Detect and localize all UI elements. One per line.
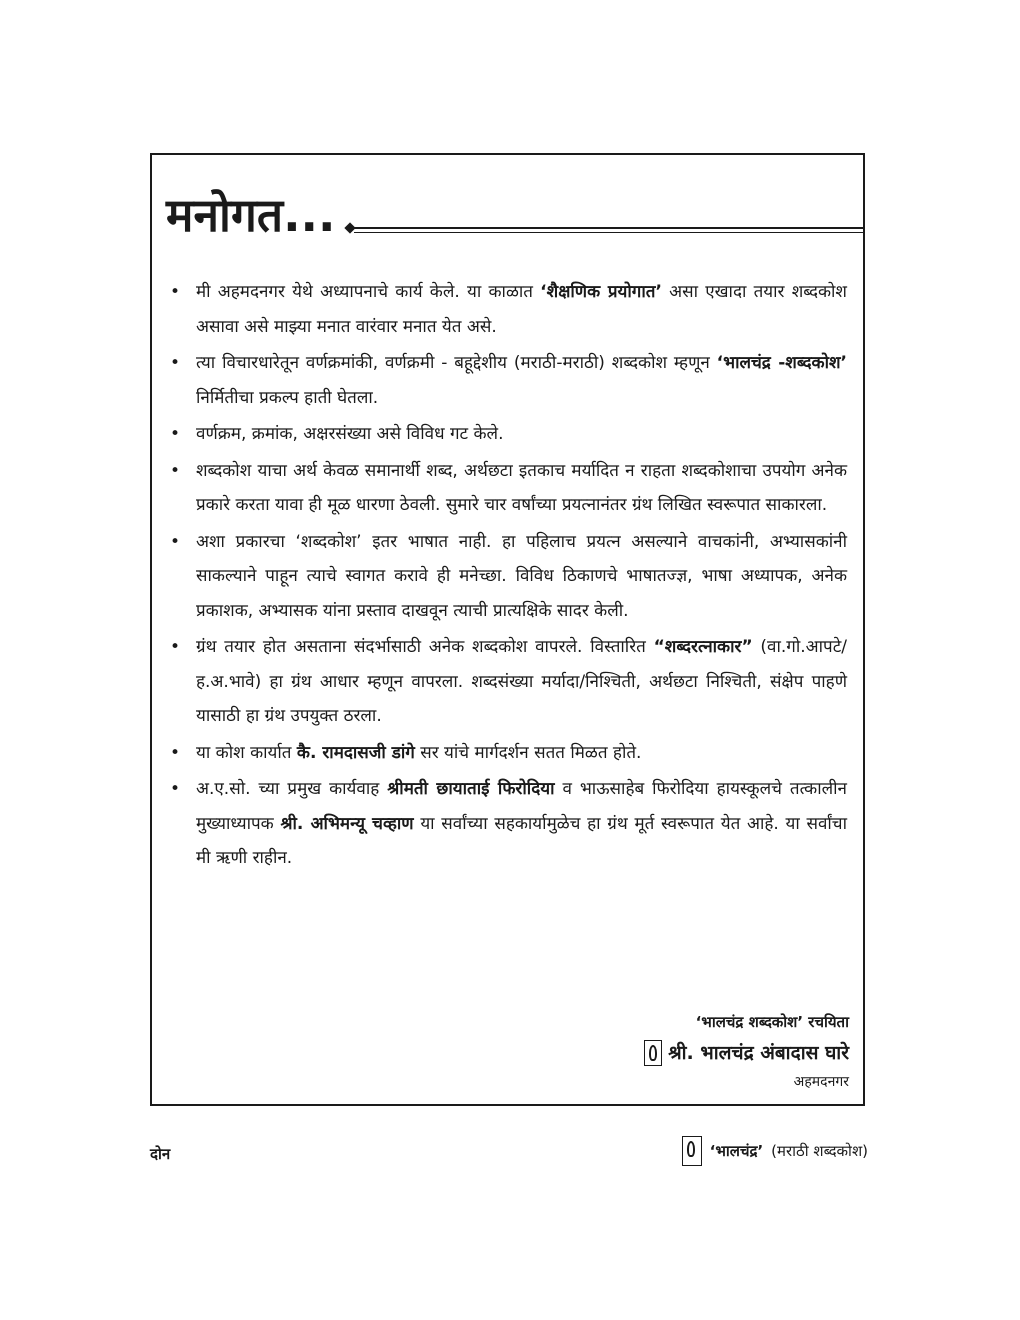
page-number: दोन (150, 1145, 171, 1163)
list-item (166, 454, 847, 523)
signature-name: श्री. भालचंद्र अंबादास घारे (668, 1042, 849, 1064)
body-text: या कोश कार्यात (196, 742, 297, 763)
list-item (166, 772, 847, 876)
body-text: वर्णक्रम, क्रमांक, अक्षरसंख्या असे विविध गट केले. (196, 424, 504, 444)
title-rule-thin (354, 232, 863, 233)
footer-book-subtitle: (मराठी शब्दकोश) (771, 1142, 868, 1160)
bullet-icon: • (170, 742, 181, 763)
list-item (166, 275, 847, 344)
list-item (166, 525, 847, 629)
body-text: व भाऊसाहेब फिरोदिया हायस्कूलचे तत्कालीन मुख्याध्यापक (196, 779, 847, 834)
bullet-list (166, 275, 847, 878)
body-text: ग्रंथ तयार होत असताना संदर्भासाठी अनेक शब्दकोश वापरले. विस्तारित (196, 637, 654, 657)
signature-name-row (644, 1037, 849, 1069)
body-text: शब्दकोश याचा अर्थ केवळ समानार्थी शब्द, अर्थछटा इतकाच मर्यादित न राहता शब्दकोशाचा उपयोग अनेक प्रकारे करता यावा ही मूळ धारणा ठेवली. सुमारे चार वर्षांच्या प्रयत्नानंतर ग्रंथ लिखित स्वरूपात साकारला. (196, 460, 847, 515)
page-title: मनोगत... (166, 188, 336, 242)
body-text: सर यांचे मार्गदर्शन सतत मिळत होते. (414, 742, 642, 763)
body-text: मी अहमदनगर येथे अध्यापनाचे कार्य केले. या काळात (196, 282, 541, 302)
body-text: असा एखादा तयार शब्दकोश असावा असे माझ्या मनात वारंवार मनात येत असे. (196, 282, 847, 337)
emphasis-text: ‘शैक्षणिक प्रयोगात’ (540, 282, 662, 302)
title-rule (354, 227, 863, 229)
running-footer (682, 1136, 868, 1166)
title-row (166, 185, 863, 245)
body-text: (वा.गो.आपटे/ह.अ.भावे) हा ग्रंथ आधार म्हणून वापरला. शब्दसंख्या मर्यादा/निश्चिती, अर्थछटा निश्चिती, संक्षेप पाहणे यासाठी हा ग्रंथ उपयुक्त ठरला. (196, 637, 847, 726)
signature-block (644, 1007, 849, 1095)
list-item (166, 736, 847, 771)
body-text: त्या विचारधारेतून वर्णक्रमांकी, वर्णक्रमी - बहूद्देशीय (मराठी-मराठी) शब्दकोश म्हणून (196, 353, 717, 373)
bullet-icon: • (170, 460, 181, 481)
list-item (166, 346, 847, 415)
body-text: अ.ए.सो. च्या प्रमुख कार्यवाह (196, 779, 388, 799)
bullet-icon: • (170, 353, 181, 373)
signature-place: अहमदनगर (793, 1074, 849, 1090)
emphasis-text: ‘भालचंद्र -शब्दकोश’ (716, 353, 847, 373)
bullet-icon: • (170, 531, 181, 552)
bullet-icon: • (170, 779, 181, 799)
bullet-icon: • (170, 637, 181, 657)
body-text: अशा प्रकारचा ‘शब्दकोश’ इतर भाषात नाही. हा पहिलाच प्रयत्न असल्याने वाचकांनी, अभ्यासकांनी साकल्याने पाहून त्याचे स्वागत करावे ही मनेच्छा. विविध ठिकाणचे भाषातज्ज्ञ, भाषा अध्यापक, अनेक प्रकाशक, अभ्यासक यांना प्रस्ताव दाखवून त्याची प्रात्यक्षिके सादर केली. (196, 531, 847, 621)
body-text: या सर्वांच्या सहकार्यामुळेच हा ग्रंथ मूर्त स्वरूपात येत आहे. या सर्वांचा मी ऋणी राहीन. (196, 813, 848, 868)
emblem-icon (644, 1040, 662, 1066)
bullet-icon: • (170, 424, 181, 444)
signature-role: ‘भालचंद्र शब्दकोश’ रचयिता (695, 1013, 849, 1031)
list-item (166, 630, 847, 734)
emphasis-text: श्रीमती छायाताई फिरोदिया (387, 779, 555, 799)
footer-book-title: ‘भालचंद्र’ (709, 1142, 764, 1160)
body-text: निर्मितीचा प्रकल्प हाती घेतला. (196, 387, 379, 408)
content-frame (150, 153, 865, 1106)
emphasis-text: कै. रामदासजी डांगे (296, 742, 415, 763)
emphasis-text: श्री. अभिमन्यू चव्हाण (280, 813, 414, 834)
emphasis-text: “शब्दरत्नाकार” (653, 637, 753, 657)
bullet-icon: • (170, 282, 181, 302)
list-item (166, 417, 847, 452)
emblem-icon (682, 1136, 702, 1166)
